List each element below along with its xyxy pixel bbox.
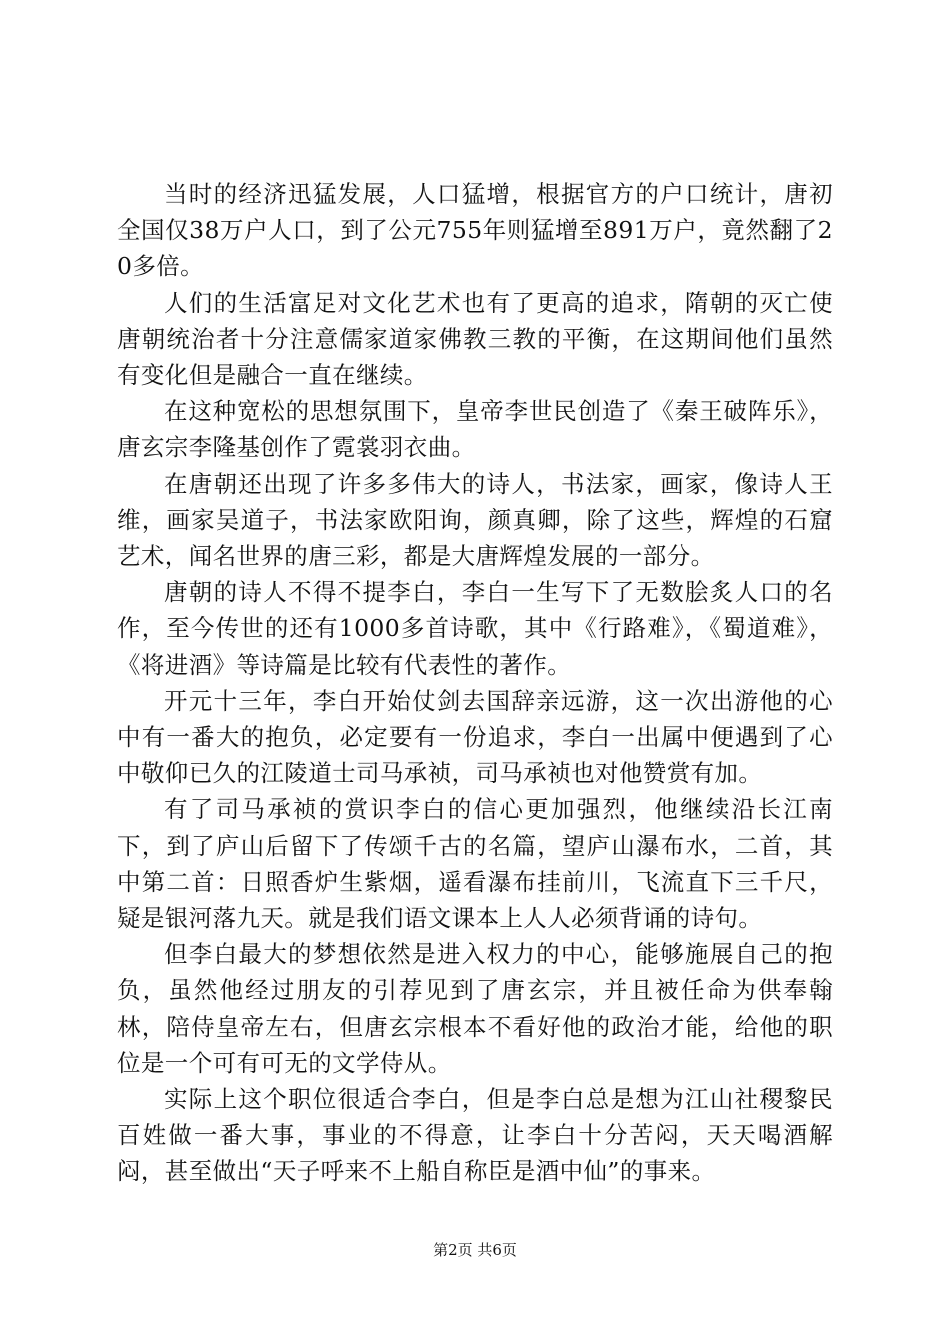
paragraph-5: 唐朝的诗人不得不提李白，李白一生写下了无数脍炙人口的名作，至今传世的还有1000多首诗歌，其中《行路难》，《蜀道难》，《将进酒》等诗篇是比较有代表性的著作。 — [117, 578, 833, 679]
paragraph-7: 有了司马承祯的赏识李白的信心更加强烈，他继续沿长江南下，到了庐山后留下了传颂千古的名篇，望庐山瀑布水，二首，其中第二首：日照香炉生紫烟，遥看瀑布挂前川，飞流直下三千尺，疑是银河落九天。就是我们语文课本上人人必须背诵的诗句。 — [117, 795, 833, 933]
paragraph-8: 但李白最大的梦想依然是进入权力的中心，能够施展自己的抱负，虽然他经过朋友的引荐见到了唐玄宗，并且被任命为供奉翰林，陪侍皇帝左右，但唐玄宗根本不看好他的政治才能，给他的职位是一个可有可无的文学侍从。 — [117, 940, 833, 1077]
paragraph-4: 在唐朝还出现了许多多伟大的诗人，书法家，画家，像诗人王维，画家吴道子，书法家欧阳询，颜真卿，除了这些，辉煌的石窟艺术，闻名世界的唐三彩，都是大唐辉煌发展的一部分。 — [117, 469, 833, 571]
paragraph-6: 开元十三年，李白开始仗剑去国辞亲远游，这一次出游他的心中有一番大的抱负，必定要有一份追求，李白一出属中便遇到了心中敬仰已久的江陵道士司马承祯，司马承祯也对他赞赏有加。 — [117, 686, 833, 788]
paragraph-1: 当时的经济迅猛发展，人口猛增，根据官方的户口统计，唐初全国仅38万户人口，到了公元755年则猛增至891万户，竟然翻了20多倍。 — [117, 180, 833, 281]
page-number-indicator: 第2页 共6页 — [433, 1241, 517, 1259]
paragraph-3: 在这种宽松的思想氛围下，皇帝李世民创造了《秦王破阵乐》，唐玄宗李隆基创作了霓裳羽衣曲。 — [117, 397, 833, 462]
paragraph-2: 人们的生活富足对文化艺术也有了更高的追求，隋朝的灭亡使唐朝统治者十分注意儒家道家佛教三教的平衡，在这期间他们虽然有变化但是融合一直在继续。 — [117, 288, 833, 390]
page-footer — [0, 1240, 950, 1260]
paragraph-9: 实际上这个职位很适合李白，但是李白总是想为江山社稷黎民百姓做一番大事，事业的不得意，让李白十分苦闷，天天喝酒解闷，甚至做出“天子呼来不上船自称臣是酒中仙”的事来。 — [117, 1085, 833, 1186]
document-body — [117, 176, 833, 1190]
